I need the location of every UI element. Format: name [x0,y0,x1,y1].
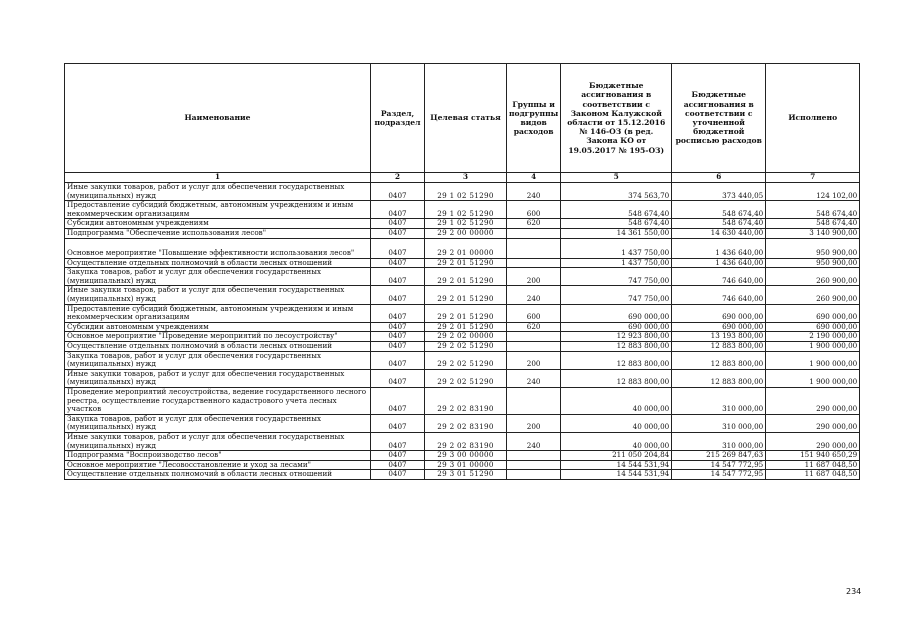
row-name: Иные закупки товаров, работ и услуг для обеспечения государственных (муниципальных) нужд [65,286,371,304]
row-group [507,341,561,351]
row-executed: 548 674,40 [766,219,860,229]
row-executed: 690 000,00 [766,304,860,322]
row-executed: 548 674,40 [766,201,860,219]
row-name: Подпрограмма "Воспроизводство лесов" [65,451,371,461]
row-group: 240 [507,433,561,451]
col-number: 3 [425,173,507,183]
row-section: 0407 [371,322,425,332]
row-group: 200 [507,414,561,432]
row-name: Проведение мероприятий лесоустройства, ведение государственного лесного реестра, осуществление государственного кадастрового учета лесных участков [65,387,371,414]
row-refined-allocation: 12 883 800,00 [672,341,766,351]
row-name: Иные закупки товаров, работ и услуг для обеспечения государственных (муниципальных) нужд [65,183,371,201]
row-refined-allocation: 14 547 772,95 [672,460,766,470]
table-row [65,351,860,369]
column-number-row [65,173,860,183]
col-header-section: Раздел, подраздел [371,64,425,173]
row-group [507,387,561,414]
row-article: 29 3 01 00000 [425,460,507,470]
row-refined-allocation: 690 000,00 [672,322,766,332]
row-article: 29 2 01 51290 [425,322,507,332]
row-law-allocation: 40 000,00 [561,433,672,451]
row-refined-allocation: 373 440,05 [672,183,766,201]
row-name: Основное мероприятие "Лесовосстановление и уход за лесами" [65,460,371,470]
row-group [507,228,561,238]
row-law-allocation: 40 000,00 [561,387,672,414]
row-name: Предоставление субсидий бюджетным, автономным учреждениям и иным некоммерческим организациям [65,201,371,219]
row-section: 0407 [371,304,425,322]
row-section: 0407 [371,268,425,286]
col-number: 6 [672,173,766,183]
row-name: Осуществление отдельных полномочий в области лесных отношений [65,258,371,268]
table-row [65,286,860,304]
row-section: 0407 [371,183,425,201]
col-header-article: Целевая статья [425,64,507,173]
row-section: 0407 [371,414,425,432]
table-row [65,369,860,387]
row-section: 0407 [371,451,425,461]
row-name: Предоставление субсидий бюджетным, автономным учреждениям и иным некоммерческим организациям [65,304,371,322]
row-law-allocation: 1 437 750,00 [561,238,672,258]
table-row [65,219,860,229]
row-name: Закупка товаров, работ и услуг для обеспечения государственных (муниципальных) нужд [65,351,371,369]
row-name: Субсидии автономным учреждениям [65,322,371,332]
col-header-executed: Исполнено [766,64,860,173]
table-row [65,183,860,201]
row-law-allocation: 40 000,00 [561,414,672,432]
row-group: 200 [507,268,561,286]
table-row [65,322,860,332]
row-section: 0407 [371,286,425,304]
row-group [507,460,561,470]
table-row [65,433,860,451]
table-row [65,258,860,268]
row-law-allocation: 12 883 800,00 [561,341,672,351]
row-executed: 260 900,00 [766,268,860,286]
row-executed: 11 687 048,50 [766,470,860,480]
row-group: 620 [507,219,561,229]
col-number: 1 [65,173,371,183]
row-executed: 290 000,00 [766,433,860,451]
row-refined-allocation: 13 193 800,00 [672,332,766,342]
col-header-refined-allocation: Бюджетные ассигнования в соответствии с уточненной бюджетной росписью расходов [672,64,766,173]
row-executed: 3 140 900,00 [766,228,860,238]
row-refined-allocation: 215 269 847,63 [672,451,766,461]
row-group: 600 [507,201,561,219]
row-executed: 124 102,00 [766,183,860,201]
row-group: 200 [507,351,561,369]
table-row [65,201,860,219]
row-article: 29 2 02 51290 [425,351,507,369]
row-executed: 290 000,00 [766,414,860,432]
row-refined-allocation: 12 883 800,00 [672,351,766,369]
row-name: Закупка товаров, работ и услуг для обеспечения государственных (муниципальных) нужд [65,268,371,286]
row-section: 0407 [371,238,425,258]
row-section: 0407 [371,341,425,351]
row-law-allocation: 1 437 750,00 [561,258,672,268]
row-name: Осуществление отдельных полномочий в области лесных отношений [65,341,371,351]
row-section: 0407 [371,387,425,414]
row-law-allocation: 374 563,70 [561,183,672,201]
row-law-allocation: 12 923 800,00 [561,332,672,342]
row-law-allocation: 548 674,40 [561,201,672,219]
row-group: 600 [507,304,561,322]
row-article: 29 2 00 00000 [425,228,507,238]
row-refined-allocation: 690 000,00 [672,304,766,322]
row-article: 29 2 01 51290 [425,268,507,286]
col-number: 4 [507,173,561,183]
row-article: 29 1 02 51290 [425,183,507,201]
row-article: 29 2 02 00000 [425,332,507,342]
row-article: 29 2 01 00000 [425,238,507,258]
table-row [65,460,860,470]
row-name: Основное мероприятие "Повышение эффективности использования лесов" [65,238,371,258]
row-name: Закупка товаров, работ и услуг для обеспечения государственных (муниципальных) нужд [65,414,371,432]
row-executed: 1 900 000,00 [766,351,860,369]
row-refined-allocation: 310 000,00 [672,433,766,451]
table-row [65,332,860,342]
row-law-allocation: 548 674,40 [561,219,672,229]
row-law-allocation: 14 544 531,94 [561,460,672,470]
row-name: Иные закупки товаров, работ и услуг для обеспечения государственных (муниципальных) нужд [65,433,371,451]
row-group [507,258,561,268]
row-article: 29 1 02 51290 [425,219,507,229]
row-refined-allocation: 548 674,40 [672,219,766,229]
row-article: 29 2 02 83190 [425,433,507,451]
row-article: 29 3 01 51290 [425,470,507,480]
row-executed: 1 900 000,00 [766,369,860,387]
row-article: 29 1 02 51290 [425,201,507,219]
col-header-law-allocation: Бюджетные ассигнования в соответствии с Законом Калужской области от 15.12.2016 № 146-ОЗ (в ред. Закона КО от 19.05.2017 № 195-ОЗ) [561,64,672,173]
table-row [65,341,860,351]
table-row [65,387,860,414]
row-group [507,451,561,461]
row-article: 29 2 02 51290 [425,369,507,387]
row-group: 620 [507,322,561,332]
row-section: 0407 [371,258,425,268]
row-refined-allocation: 310 000,00 [672,387,766,414]
row-name: Основное мероприятие "Проведение мероприятий по лесоустройству" [65,332,371,342]
row-executed: 690 000,00 [766,322,860,332]
row-name: Подпрограмма "Обеспечение использования лесов" [65,228,371,238]
row-group [507,238,561,258]
row-refined-allocation: 14 547 772,95 [672,470,766,480]
row-group [507,332,561,342]
row-law-allocation: 12 883 800,00 [561,369,672,387]
table-row [65,414,860,432]
table-row [65,470,860,480]
row-refined-allocation: 14 630 440,00 [672,228,766,238]
row-law-allocation: 14 544 531,94 [561,470,672,480]
row-executed: 151 940 650,29 [766,451,860,461]
row-group: 240 [507,286,561,304]
row-executed: 2 190 000,00 [766,332,860,342]
row-article: 29 2 01 51290 [425,304,507,322]
row-refined-allocation: 746 640,00 [672,286,766,304]
row-executed: 950 900,00 [766,238,860,258]
row-article: 29 2 02 83190 [425,414,507,432]
row-law-allocation: 211 050 204,84 [561,451,672,461]
row-group: 240 [507,183,561,201]
row-executed: 950 900,00 [766,258,860,268]
row-law-allocation: 747 750,00 [561,268,672,286]
col-header-name: Наименование [65,64,371,173]
row-executed: 260 900,00 [766,286,860,304]
table-row [65,304,860,322]
table-row [65,451,860,461]
row-law-allocation: 690 000,00 [561,304,672,322]
table-row [65,268,860,286]
row-article: 29 2 02 83190 [425,387,507,414]
col-number: 7 [766,173,860,183]
row-section: 0407 [371,369,425,387]
row-group: 240 [507,369,561,387]
page-number: 234 [846,587,862,596]
col-number: 5 [561,173,672,183]
row-refined-allocation: 12 883 800,00 [672,369,766,387]
row-name: Иные закупки товаров, работ и услуг для обеспечения государственных (муниципальных) нужд [65,369,371,387]
row-law-allocation: 690 000,00 [561,322,672,332]
row-group [507,470,561,480]
row-law-allocation: 747 750,00 [561,286,672,304]
row-executed: 11 687 048,50 [766,460,860,470]
row-article: 29 2 01 51290 [425,258,507,268]
row-article: 29 2 02 51290 [425,341,507,351]
row-refined-allocation: 1 436 640,00 [672,258,766,268]
row-name: Субсидии автономным учреждениям [65,219,371,229]
row-name: Осуществление отдельных полномочий в области лесных отношений [65,470,371,480]
row-section: 0407 [371,332,425,342]
row-refined-allocation: 1 436 640,00 [672,238,766,258]
row-section: 0407 [371,351,425,369]
row-article: 29 3 00 00000 [425,451,507,461]
row-executed: 1 900 000,00 [766,341,860,351]
row-section: 0407 [371,460,425,470]
row-refined-allocation: 548 674,40 [672,201,766,219]
col-header-group: Группы и подгруппы видов расходов [507,64,561,173]
col-number: 2 [371,173,425,183]
row-refined-allocation: 310 000,00 [672,414,766,432]
row-section: 0407 [371,228,425,238]
table-header-row [65,64,860,173]
table-row [65,238,860,258]
row-refined-allocation: 746 640,00 [672,268,766,286]
row-executed: 290 000,00 [766,387,860,414]
budget-table [64,63,860,480]
budget-table-sheet [64,63,860,480]
row-law-allocation: 14 361 550,00 [561,228,672,238]
row-section: 0407 [371,219,425,229]
row-section: 0407 [371,201,425,219]
row-law-allocation: 12 883 800,00 [561,351,672,369]
table-row [65,228,860,238]
row-section: 0407 [371,470,425,480]
row-article: 29 2 01 51290 [425,286,507,304]
table-body [65,183,860,480]
row-section: 0407 [371,433,425,451]
